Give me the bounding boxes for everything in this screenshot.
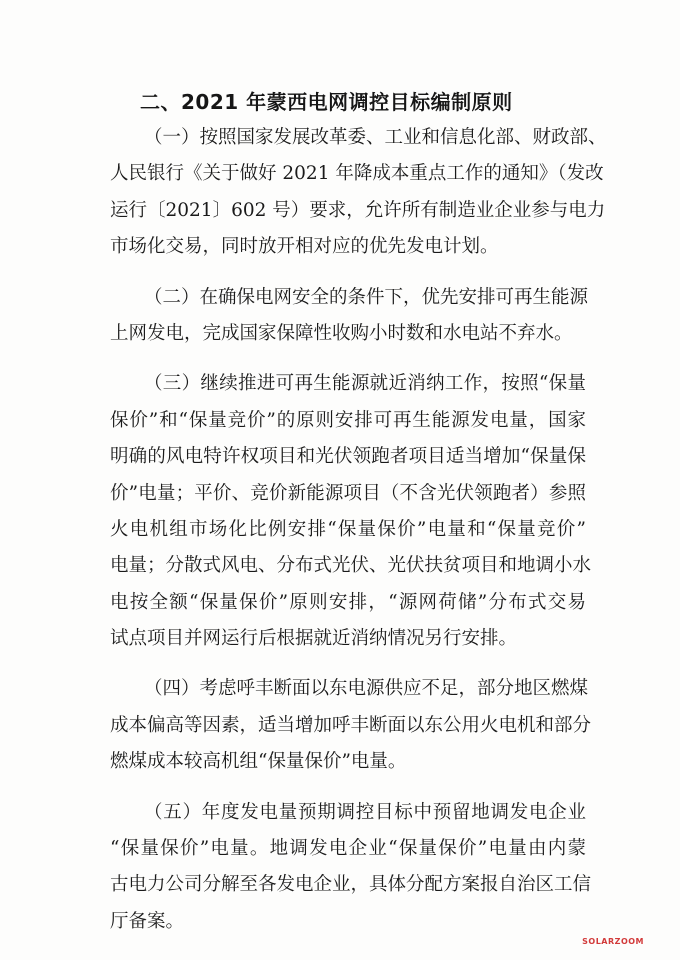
section-heading: 二、2021 年蒙西电网调控目标编制原则	[140, 90, 513, 114]
paragraph-line: 运行〔2021〕602 号）要求，允许所有制造业企业参与电力	[110, 199, 606, 221]
paragraph-line: （五）年度发电量预期调控目标中预留地调发电企业	[144, 801, 586, 823]
paragraph-line: 上网发电，完成国家保障性收购小时数和水电站不弃水。	[110, 322, 573, 344]
paragraph-line: （一）按照国家发展改革委、工业和信息化部、财政部、	[144, 127, 607, 148]
paragraph-line: 市场化交易，同时放开相对应的优先发电计划。	[110, 236, 499, 258]
paragraph-5	[110, 795, 592, 941]
paragraph-line: 火电机组市场化比例安排“保量保价”电量和“保量竞价”	[110, 518, 586, 540]
paragraph-line: “保量保价”电量。地调发电企业“保量保价”电量由内蒙	[110, 838, 586, 860]
paragraph-2	[110, 280, 589, 353]
paragraph-3	[110, 366, 592, 657]
paragraph-line: （二）在确保电网安全的条件下，优先安排可再生能源	[144, 286, 589, 308]
paragraph-gap	[110, 781, 586, 795]
paragraph-1	[110, 120, 607, 266]
paragraph-line: 燃煤成本较高机组“保量保价”电量。	[110, 751, 407, 773]
paragraph-gap	[110, 352, 586, 366]
paragraph-line: 人民银行《关于做好 2021 年降成本重点工作的通知》（发改	[110, 163, 604, 185]
paragraph-line: 电按全额“保量保价”原则安排，“源网荷储”分布式交易	[110, 591, 586, 613]
paragraph-line: 明确的风电特许权项目和光伏领跑者项目适当增加“保量保	[110, 446, 586, 468]
document-body	[110, 120, 607, 940]
paragraph-gap	[110, 266, 586, 280]
paragraph-line: 厅备案。	[110, 910, 185, 932]
paragraph-line: 价”电量；平价、竞价新能源项目（不含光伏领跑者）参照	[110, 482, 586, 504]
paragraph-line: 古电力公司分解至各发电企业，具体分配方案报自治区工信	[110, 874, 592, 896]
paragraph-line: 成本偏高等因素，适当增加呼丰断面以东公用火电机和部分	[110, 714, 592, 736]
solarzoom-watermark: SOLARZOOM	[582, 937, 644, 946]
paragraph-gap	[110, 657, 586, 671]
paragraph-4	[110, 671, 592, 780]
paragraph-line: 保价”和“保量竞价”的原则安排可再生能源发电量，国家	[110, 409, 586, 431]
paragraph-line: （三）继续推进可再生能源就近消纳工作，按照“保量	[144, 373, 586, 395]
paragraph-line: （四）考虑呼丰断面以东电源供应不足，部分地区燃煤	[144, 678, 589, 700]
paragraph-line: 电量；分散式风电、分布式光伏、光伏扶贫项目和地调小水	[110, 555, 592, 577]
paragraph-line: 试点项目并网运行后根据就近消纳情况另行安排。	[110, 628, 518, 650]
